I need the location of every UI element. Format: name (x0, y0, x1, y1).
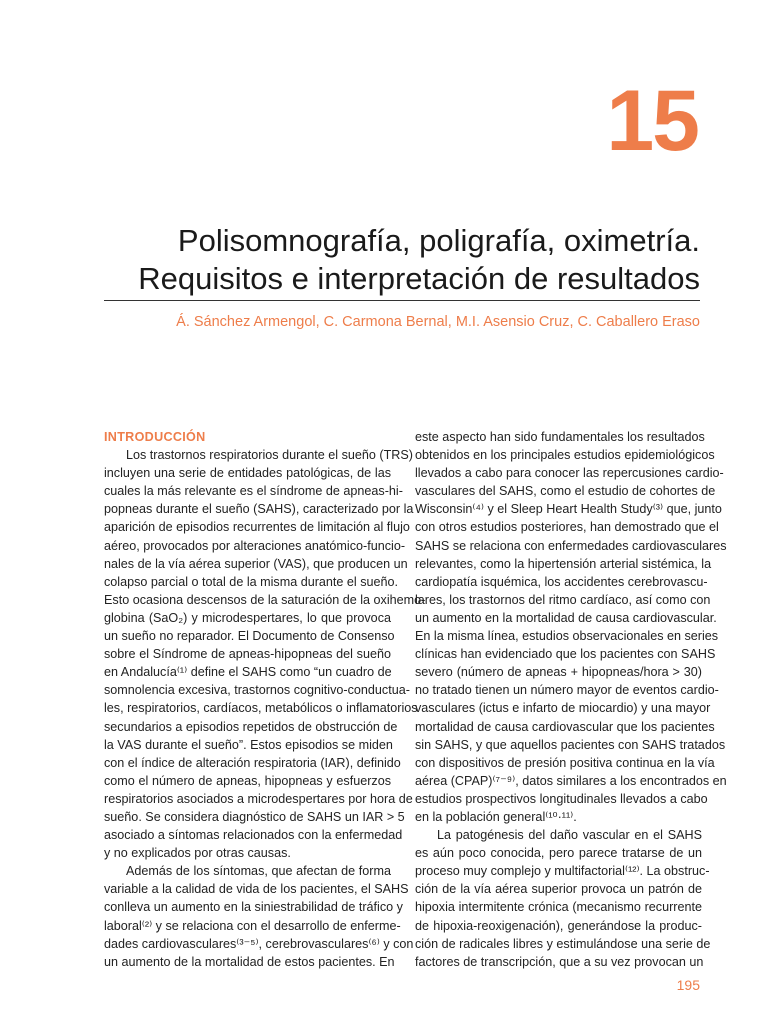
text-line: nales de la vía aérea superior (VAS), que producen un (104, 556, 408, 571)
text-line: La patogénesis del daño vascular en el SAHS (437, 828, 702, 843)
text-line: SAHS se relaciona con enfermedades cardiovasculares (415, 538, 727, 553)
text-line: asociado a síntomas relacionados con la enfermedad (104, 828, 403, 843)
text-line: la VAS durante el sueño”. Estos episodios se miden (104, 737, 393, 752)
chapter-title (104, 222, 700, 298)
text-line: en la población general⁽¹⁰·¹¹⁾. (415, 809, 577, 824)
text-line: En la misma línea, estudios observacionales en series (415, 629, 719, 644)
chapter-title-line-2: Requisitos e interpretación de resultados (138, 261, 700, 296)
left-column (104, 428, 426, 971)
chapter-title-line-1: Polisomnografía, poligrafía, oximetría. (177, 223, 700, 258)
text-line: aparición de episodios recurrentes de limitación al flujo (104, 520, 410, 535)
text-line: colapso parcial o total de la misma durante el sueño. (104, 574, 399, 589)
text-line: aéreo, provocados por alteraciones anatómico-funcio- (104, 538, 406, 553)
chapter-number: 15 (606, 73, 698, 169)
text-line: con dispositivos de presión positiva continua en la vía (415, 755, 715, 770)
text-line: sin SAHS, y que aquellos pacientes con SAHS tratados (415, 737, 726, 752)
text-line: y no explicados por otras causas. (104, 846, 291, 861)
text-line: dades cardiovasculares⁽³⁻⁵⁾, cerebrovasculares⁽⁶⁾ y con (104, 936, 414, 951)
text-line: en Andalucía⁽¹⁾ define el SAHS como “un cuadro de (104, 665, 392, 680)
text-line: con otros estudios posteriores, han demostrado que el (415, 520, 719, 535)
text-line: variable a la calidad de vida de los pacientes, el SAHS (104, 882, 409, 897)
text-line: cardiopatía isquémica, los accidentes cerebrovascu- (415, 574, 708, 589)
text-line: Wisconsin⁽⁴⁾ y el Sleep Heart Health Study⁽³⁾ que, junto (415, 502, 722, 517)
text-line: con el índice de alteración respiratoria (IAR), definido (104, 755, 401, 770)
text-line: un aumento de la mortalidad de estos pacientes. En (104, 954, 395, 969)
text-line: obtenidos en los principales estudios epidemiológicos (415, 448, 715, 463)
authors: Á. Sánchez Armengol, C. Carmona Bernal, M.I. Asensio Cruz, C. Caballero Eraso (176, 314, 700, 330)
text-line: laboral⁽²⁾ y se relaciona con el desarrollo de enferme- (104, 918, 401, 933)
text-line: Esto ocasiona descensos de la saturación de la oxihemo- (104, 592, 426, 607)
text-line: mortalidad de causa cardiovascular que los pacientes (415, 719, 715, 734)
right-column (415, 428, 727, 971)
text-line: respiratorios asociados a microdespertares por hora de (104, 791, 413, 806)
text-line: factores de transcripción, que a su vez provocan un (415, 954, 704, 969)
text-line: relevantes, como la hipertensión arterial sistémica, la (415, 556, 712, 571)
right-column-text (415, 428, 727, 971)
text-line: Además de los síntomas, que afectan de forma (126, 864, 391, 879)
text-line: incluyen una serie de entidades patológicas, de las (104, 466, 391, 481)
text-line: llevados a cabo para conocer las repercusiones cardio- (415, 466, 724, 481)
text-line: vasculares del SAHS, como el estudio de cohortes de (415, 484, 716, 499)
text-line: de hipoxia-reoxigenación), generándose la produc- (415, 918, 702, 933)
text-line: conlleva un aumento en la siniestrabilidad de tráfico y (104, 900, 403, 915)
text-line: proceso muy complejo y multifactorial⁽¹²⁾. La obstruc- (415, 864, 710, 879)
text-line: Los trastornos respiratorios durante el sueño (TRS) (126, 448, 413, 463)
text-line: como el número de apneas, hipopneas y esfuerzos (104, 773, 391, 788)
text-line: vasculares (ictus e infarto de miocardio) y una mayor (415, 701, 711, 716)
text-line: ción de la vía aérea superior provoca un patrón de (415, 882, 702, 897)
text-line: es aún poco conocida, pero parece tratarse de un (415, 846, 702, 861)
text-line: secundarios a episodios repetidos de obstrucción de (104, 719, 398, 734)
text-line: este aspecto han sido fundamentales los resultados (415, 430, 705, 444)
text-line: severo (número de apneas + hipopneas/hora > 30) (415, 665, 702, 680)
text-line: hipoxia intermitente crónica (mecanismo recurrente (415, 900, 702, 915)
text-line: aérea (CPAP)⁽⁷⁻⁹⁾, datos similares a los encontrados en (415, 773, 727, 788)
text-line: no tratado tienen un número mayor de eventos cardio- (415, 683, 719, 698)
text-line: les, respiratorios, cardíacos, metabólicos o inflamatorios (104, 701, 418, 716)
text-line: ción de radicales libres y estimulándose una serie de (415, 936, 711, 951)
text-line: lares, los trastornos del ritmo cardíaco, así como con (415, 592, 711, 607)
text-line: somnolencia excesiva, trastornos cognitivo-conductua- (104, 683, 410, 698)
text-line: clínicas han evidenciado que los pacientes con SAHS (415, 647, 716, 662)
text-line: popneas durante el sueño (SAHS), caracterizado por la (104, 502, 414, 517)
section-heading: INTRODUCCIÓN (104, 430, 206, 444)
title-divider (104, 300, 700, 301)
text-line: globina (SaO₂) y microdespertares, lo que provoca (104, 610, 391, 625)
text-line: estudios prospectivos longitudinales llevados a cabo (415, 791, 708, 806)
text-line: un aumento en la mortalidad de causa cardiovascular. (415, 610, 717, 625)
text-line: un sueño no reparador. El Documento de Consenso (104, 629, 395, 644)
text-line: cuales la más relevante es el síndrome de apneas-hi- (104, 484, 403, 499)
text-line: sueño. Se considera diagnóstico de SAHS un IAR > 5 (104, 809, 405, 824)
text-line: sobre el Síndrome de apneas-hipopneas del sueño (104, 647, 391, 662)
left-column-text (104, 446, 426, 971)
page-number: 195 (676, 977, 700, 993)
